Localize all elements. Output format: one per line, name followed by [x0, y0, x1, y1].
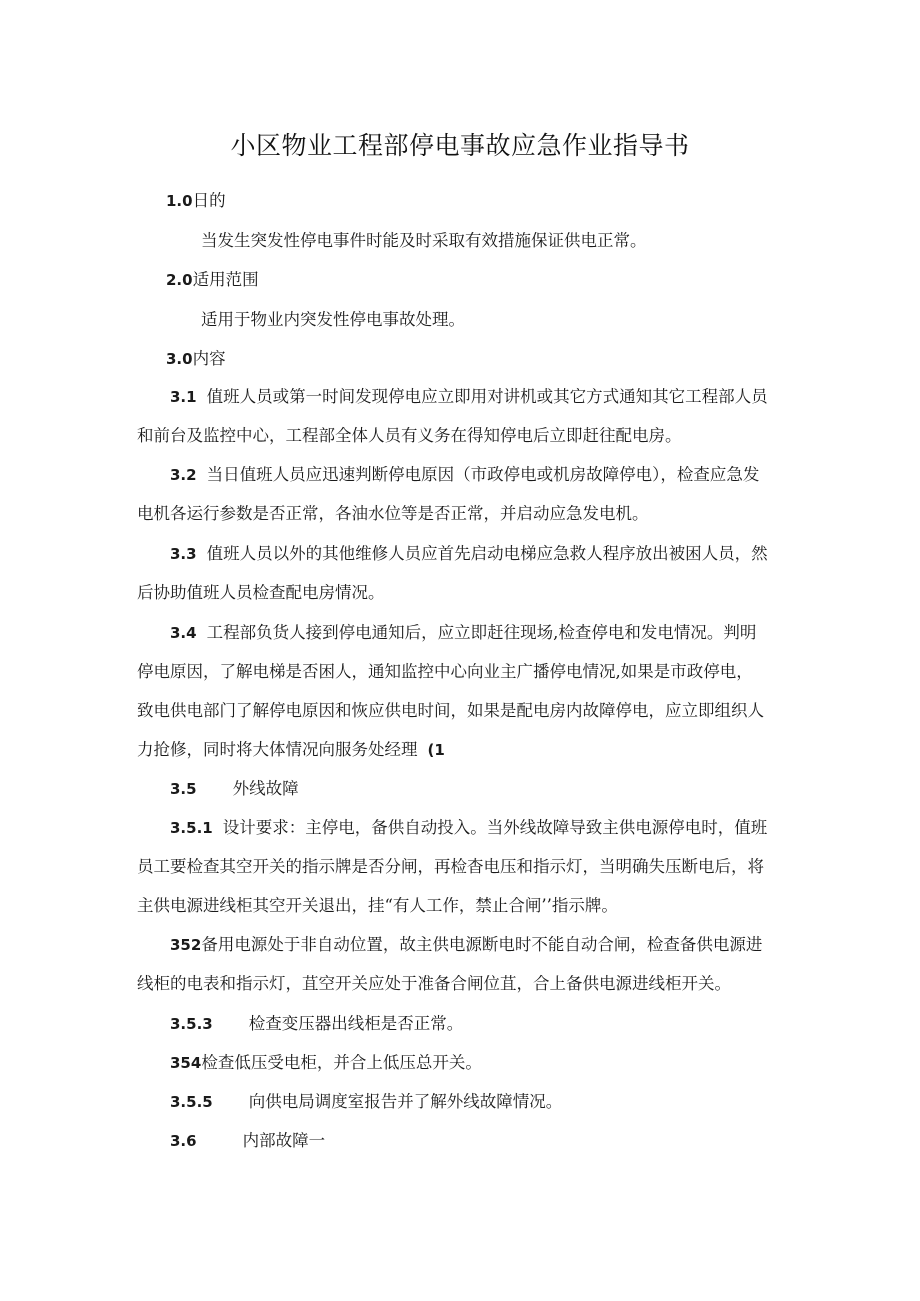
paragraph-tail: (1: [427, 741, 445, 759]
section-number: 3.5: [170, 780, 197, 798]
section-3-1-line-1: [170, 386, 768, 408]
paragraph-text: 检查低压受电柜，并合上低压总开关。: [201, 1053, 482, 1072]
section-3-4-line-1: [170, 622, 756, 644]
section-number: 352: [170, 936, 202, 954]
section-3-3-line-2: 后协助值班人员检查配电房情况。: [137, 583, 385, 602]
paragraph-text: 当日值班人员应迅速判断停电原因（市政停电或机房故障停电），检查应急发: [206, 465, 760, 484]
section-3-4-line-4: [137, 739, 445, 761]
paragraph-text: 值班人员以外的其他维修人员应首先启动电梯应急救人程序放出被困人员，然: [206, 544, 768, 563]
section-3-5-1-line-2: 员工要检查其空开关的指示牌是否分闸，再检杳电压和指示灯，当明确失压断电后，将: [137, 857, 764, 876]
section-3-5-heading: [170, 778, 299, 800]
section-2-heading: [166, 269, 259, 291]
paragraph-text: 检查变压器出线柜是否正常。: [248, 1014, 464, 1033]
section-heading-text: 日的: [192, 191, 226, 210]
section-1-body: 当发生突发性停电事件时能及时采取有效措施保证供电正常。: [201, 231, 647, 250]
section-number: 2.0: [166, 271, 193, 289]
section-number: 3.0: [166, 350, 193, 368]
section-number: 3.6: [170, 1132, 197, 1150]
section-number: 354: [170, 1054, 202, 1072]
section-number: 3.5.1: [170, 819, 213, 837]
section-heading-text: 内部故障一: [242, 1131, 326, 1150]
section-number: 3.5.3: [170, 1015, 213, 1033]
section-3-4-line-2: 停电原因，了解电梯是否困人，通知监控中心向业主广播停电情况,如果是市政停电，: [137, 662, 753, 681]
paragraph-text: 力抢修，同时将大体情况向服务处经理: [137, 740, 418, 759]
paragraph-text: 值班人员或第一时间发现停电应立即用对讲机或其它方式通知其它工程部人员: [206, 387, 768, 406]
section-heading-text: 适用范围: [192, 270, 259, 289]
paragraph-text: 向供电局调度室报告并了解外线故障情况。: [248, 1092, 563, 1111]
section-number: 1.0: [166, 192, 193, 210]
section-3-5-3: [170, 1013, 463, 1035]
section-3-5-5: [170, 1091, 562, 1113]
section-number: 3.2: [170, 466, 197, 484]
section-3-6-heading: [170, 1130, 325, 1152]
section-3-5-1-line-3: 主供电源进线柜其空开关退出，挂“有人工作，禁止合闸’’指示牌。: [137, 896, 618, 915]
section-3-5-2-line-2: 线柜的电表和指示灯，苴空开关应处于准备合闸位苴，合上备供电源进线柜开关。: [137, 974, 731, 993]
section-heading-text: 外线故障: [232, 779, 299, 798]
section-number: 3.4: [170, 624, 197, 642]
section-3-4-line-3: 致电供电部门了解停电原因和恢应供电时间，如果是配电房内故障停电，应立即组织人: [137, 701, 764, 720]
section-number: 3.1: [170, 388, 197, 406]
section-number: 3.3: [170, 545, 197, 563]
section-3-1-line-2: 和前台及监控中心，工程部全体人员有义务在得知停电后立即赶往配电房。: [137, 426, 682, 445]
section-3-5-2-line-1: [170, 934, 762, 956]
section-3-5-1-line-1: [170, 817, 767, 839]
paragraph-text: 备用电源处于非自动位置，故主供电源断电时不能自动合闸，检查备供电源进: [201, 935, 763, 954]
section-1-heading: [166, 190, 226, 212]
paragraph-text: 设计要求：主停电，备供自动投入。当外线故障导致主供电源停电时，值班: [222, 818, 768, 837]
section-2-body: 适用于物业内突发性停电事故处理。: [201, 310, 465, 329]
document-title: 小区物业工程部停电事故应急作业指导书: [230, 131, 690, 160]
paragraph-text: 工程部负货人接到停电通知后，应立即赶往现场,检查停电和发电情况。判明: [206, 623, 757, 642]
section-3-5-4: [170, 1052, 482, 1074]
section-heading-text: 内容: [192, 349, 226, 368]
section-3-2-line-2: 电机各运行参数是否正常，各油水位等是否正常，并启动应急发电机。: [137, 504, 649, 523]
section-number: 3.5.5: [170, 1093, 213, 1111]
section-3-heading: [166, 348, 226, 370]
section-3-2-line-1: [170, 464, 759, 486]
section-3-3-line-1: [170, 543, 768, 565]
